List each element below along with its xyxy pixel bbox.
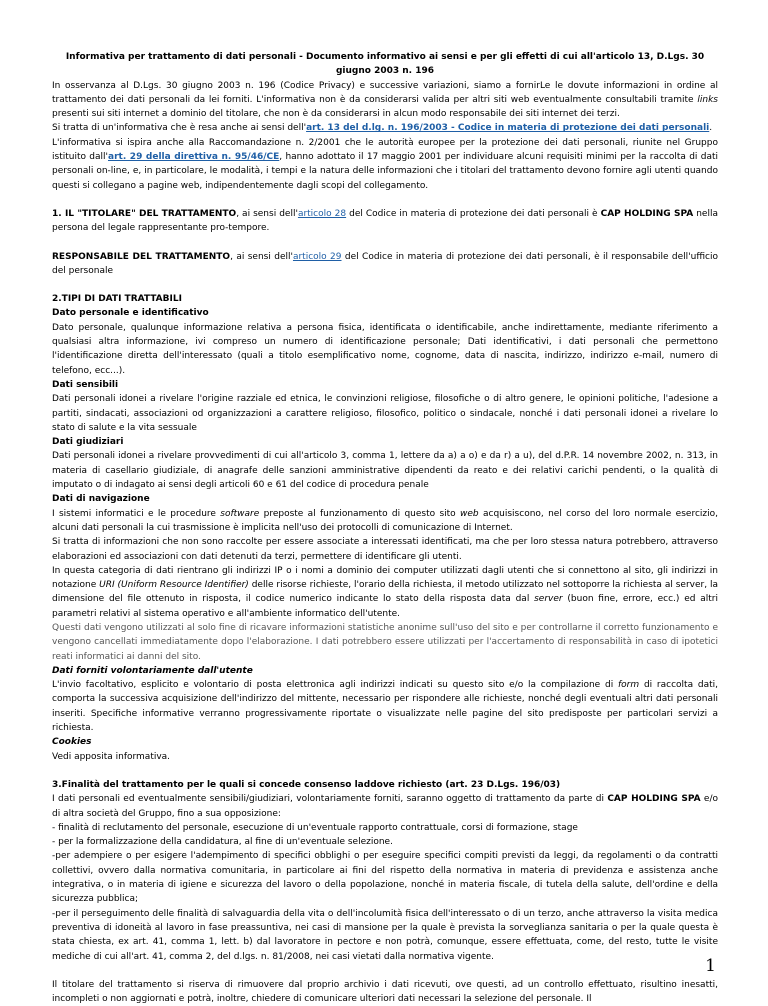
links-word: links [697,94,718,105]
dati-sensibili-text: Dati personali idonei a rivelare l'origine razziale ed etnica, le convinzioni religiose, filosofiche o di altro genere, le opinioni politiche, l'adesione a partiti, sindacati, associazioni od organizzazioni a carattere religioso, filosofico, politico o sindacale, nonché i dati personali idonei a rivelare lo stato di salute e la vita sessuale [52,394,718,433]
company-name-s3: CAP HOLDING SPA [607,794,701,805]
nav3-text-3: (buon fine, errore, ecc.) ed altri parametri relativi al sistema operativo e all'ambiente informatico dell'utente. [52,594,718,619]
section-3-intro [52,792,718,821]
art13-link[interactable]: art. 13 del d.lg. n. 196/2003 - Codice in materia di protezione dei dati personali [306,123,710,134]
resp-text-end: del Codice in materia di protezione dei dati personali, è il responsabile dell'ufficio del personale [52,251,718,276]
dati-volontari-text [52,678,718,735]
navigazione-paragraph-4: Questi dati vengono utilizzati al solo fine di ricavare informazioni statistiche anonime sull'uso del sito e per controllarne il corretto funzionamento e vengono cancellati immediatamente dopo l'elaborazione. I dati potrebbero essere utilizzati per l'accertamento di responsabilità in caso di ipotetici reati informatici ai danni del sito. [52,622,718,662]
document-title: Informativa per trattamento di dati personali - Documento informativo ai sensi e per gli effetti di cui all'articolo 13, D.Lgs. 30 giugno 2003 n. 196 [65,52,705,77]
finalita-item: -per adempiere o per esigere l'adempimento di specifici obblighi o per eseguire specifici compiti previsti da leggi, da regolamenti o da contratti collettivi, ovvero dalla normativa comunitaria, in particolare ai fini del rispetto della normativa in materia di previdenza e assistenza anche integrativa, o in materia di igiene e sicurezza del lavoro o della popolazione, nonché in materia fiscale, di tutela della salute, dell'ordine e della sicurezza pubblica; [52,851,718,905]
s1-text-2: del Codice in materia di protezione dei dati personali è [346,208,601,219]
uri-term: URI (Uniform Resource Identifier) [99,580,249,591]
intro-paragraph-1 [52,79,718,122]
section-2-heading: 2.TIPI DI DATI TRATTABILI [52,294,182,305]
intro-p3-text: L'informativa si ispira anche alla Raccomandazione n. 2/2001 che le autorità europee per la protezione dei dati personali, riunite nel Gruppo istituito dall' [52,137,718,163]
articolo-28-link[interactable]: articolo 28 [297,208,347,219]
form-word: form [618,680,640,691]
document-page [52,0,718,1006]
nav3-text-2: delle risorse richieste, l'orario della richiesta, il metodo utilizzato nel sottoporre la richiesta al server, la dimensione del file ottenuto in risposta, il codice numerico indicante lo stato della risposta data dal [52,580,718,605]
dati-navigazione-heading: Dati di navigazione [52,494,150,505]
responsabile-heading: RESPONSABILE DEL TRATTAMENTO [52,251,231,262]
s1-text: , ai sensi dell' [236,208,298,219]
web-word: web [460,508,479,519]
section-1-titolare [52,207,718,236]
s1-text-end: nella persona del legale rappresentante pro-tempore. [52,208,718,234]
intro-p2-end: . [709,123,713,134]
finalita-item: -per il perseguimento delle finalità di salvaguardia della vita o dell'incolumità fisica dell'interessato o di un terzo, anche attraverso la visita medica preventiva di idoneità al lavoro in fase preassuntiva, nei casi di mansione per la quale è prevista la sorveglianza sanitaria o per la quale questa è stata chiesta, ex art. 41, comma 1, lett. b) dal lavoratore in pectore e non potrà, comunque, essere effettuata, come, del resto, tutte le visite mediche di cui all'art. 41, comma 2, del d.lgs. n. 81/2008, nei casi vietati dalla normativa vigente. [52,908,718,962]
nav1-text-3: acquisiscono, nel corso del loro normale esercizio, alcuni dati personali la cui trasmissione è implicita nell'uso dei protocolli di comunicazione di Internet. [52,508,718,533]
cookies-text: Vedi apposita informativa. [52,751,171,762]
responsabile-paragraph [52,250,718,279]
vol-text: L'invio facoltativo, esplicito e volontario di posta elettronica agli indirizzi indicati su questo sito e/o la compilazione di [52,680,618,691]
navigazione-paragraph-2: Si tratta di informazioni che non sono raccolte per essere associate a interessati identificati, ma che per loro stessa natura potrebbero, attraverso elaborazioni ed associazioni con dati detenuti da terzi, permettere di identificare gli utenti. [52,537,718,562]
section-3-heading: 3.Finalità del trattamento per le quali si concede consenso laddove richiesto (art. 23 D.Lgs. 196/03) [52,779,561,790]
dati-sensibili-heading: Dati sensibili [52,379,119,390]
nav1-text: I sistemi informatici e le procedure [52,508,221,519]
dati-giudiziari-heading: Dati giudiziari [52,437,124,448]
nav3-text: In questa categoria di dati rientrano gli indirizzi IP o i nomi a dominio dei computer utilizzati dagli utenti che si connettono al sito, gli indirizzi in notazione [52,565,718,591]
s3-intro-text: I dati personali ed eventualmente sensibili/giudiziari, volontariamente forniti, saranno oggetto di trattamento da parte di [52,794,608,805]
intro-paragraph-3 [52,136,718,193]
s3-intro-end: e/o di altra società del Gruppo, fino a sua opposizione: [52,794,719,819]
cookies-heading: Cookies [52,737,92,748]
intro-p3-end: , hanno adottato il 17 maggio 2001 per individuare alcuni requisiti minimi per la raccolta di dati personali on-line, e, in particolare, le modalità, i tempi e la natura delle informazioni che i titolari del trattamento devono fornire agli utenti quando questi si collegano a pagine web, indipendentemente dagli scopi del collegamento. [52,152,718,191]
vol-text-2: di raccolta dati, comporta la successiva acquisizione dell'indirizzo del mittente, necessario per rispondere alle richieste, nonché degli eventuali altri dati personali inseriti. Specifiche informative verranno progressivamente riportate o visualizzate nelle pagine del sito predisposte per particolari servizi a richiesta. [52,680,719,734]
server-word: server [534,594,563,605]
intro-p2-text: Si tratta di un'informativa che è resa anche ai sensi dell' [52,123,307,134]
navigazione-paragraph-3 [52,564,718,621]
intro-text: In osservanza al D.Lgs. 30 giugno 2003 n. 196 (Codice Privacy) e successive variazioni, siamo a fornirLe le dovute informazioni in ordine al trattamento dei dati personali da lei forniti. L'informativa non è da considerarsi valida per altri siti web eventualmente consultabili tramite [52,80,718,105]
nav1-text-2: preposte al funzionamento di questo sito [259,508,461,519]
art29-directive-link[interactable]: art. 29 della direttiva n. 95/46/CE [108,152,280,163]
finalita-item: - per la formalizzazione della candidatura, al fine di un'eventuale selezione. [52,837,393,848]
page-number: 1 [705,956,716,976]
dati-volontari-heading: Dati forniti volontariamente dall'utente [52,665,253,676]
articolo-29-link[interactable]: articolo 29 [292,251,342,262]
software-word: software [220,508,260,519]
resp-text: , ai sensi dell' [230,251,293,262]
dati-giudiziari-text: Dati personali idonei a rivelare provvedimenti di cui all'articolo 3, comma 1, lettere da a) a o) e da r) a u), del d.P.R. 14 novembre 2002, n. 313, in materia di casellario giudiziale, di anagrafe delle sanzioni amministrative dipendenti da reato e dei relativi carichi pendenti, o la qualità di imputato o di indagato ai sensi degli articoli 60 e 61 del codice di procedura penale [52,451,718,491]
dato-personale-heading: Dato personale e identificativo [52,308,209,319]
finalita-item: - finalità di reclutamento del personale, esecuzione di un'eventuale rapporto contrattuale, corsi di formazione, stage [52,822,578,833]
section-1-heading: 1. IL "TITOLARE" DEL TRATTAMENTO [52,208,237,219]
section-3-closing: Il titolare del trattamento si riserva di rimuovere dal proprio archivio i dati ricevuti, ove questi, ad un controllo effettuato, risultino inesatti, incompleti o non aggiornati e potrà, inoltre, chiedere di comunicare ulteriori dati necessari la selezione del personale. Il [52,979,718,1005]
intro-paragraph-2 [52,121,718,135]
intro-text-end: presenti sui siti internet a dominio del titolare, che non è da considerarsi in alcun modo responsabile dei siti internet dei terzi. [52,109,620,120]
dato-personale-text: Dato personale, qualunque informazione relativa a persona fisica, identificata o identificabile, anche indirettamente, mediante riferimento a qualsiasi altra informazione, ivi compreso un numero di identificazione personale; Dati identificativi, i dati personali che permettono l'identificazione diretta dell'interessato (quali a titolo esemplificativo nome, cognome, data di nascita, indirizzo, indirizzo e-mail, numero di telefono, ecc...). [52,322,718,376]
navigazione-paragraph-1 [52,507,718,536]
company-name: CAP HOLDING SPA [600,208,694,219]
